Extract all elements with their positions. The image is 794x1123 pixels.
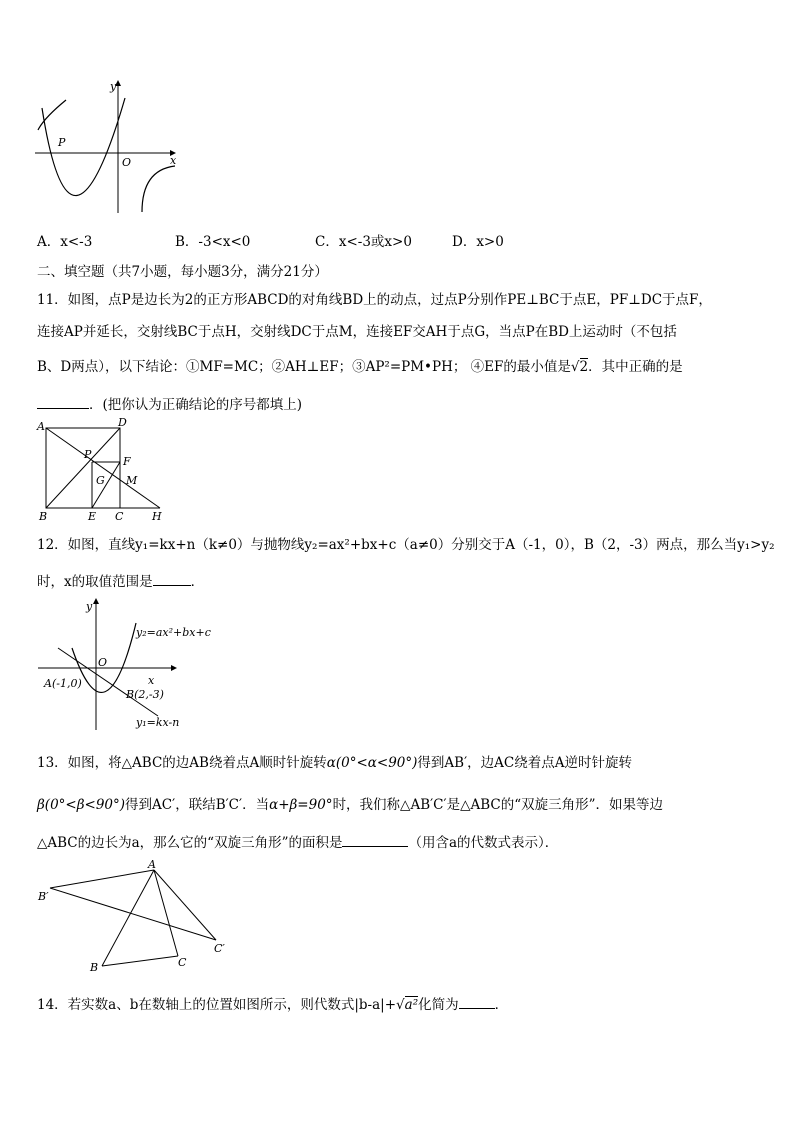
fig12-label-o: O	[98, 656, 108, 669]
sqrt-symbol: √2	[570, 359, 589, 375]
q14-line1b: 化简为	[418, 997, 459, 1013]
fig12-label-a: A(-1,0)	[44, 677, 82, 690]
q13-line2	[37, 796, 663, 814]
fig13-label-b: B	[90, 961, 99, 974]
q13-beta-cond: β(0°<β<90°)	[37, 797, 126, 813]
fig10-label-o: O	[122, 156, 132, 169]
q13-sum-cond: α+β=90°	[269, 797, 333, 813]
q14-line1	[37, 994, 508, 1014]
q13-alpha-cond: α(0°<α<90°)	[326, 755, 418, 771]
q13-line3-text: △ABC的边长为a，那么它的“双旋三角形”的面积是	[37, 835, 343, 851]
fig13-label-b1: B′	[38, 890, 49, 903]
q12-answer-blank[interactable]	[153, 571, 191, 586]
q11-figure	[36, 416, 176, 526]
fig12-label-y1: y₁=kx-n	[136, 716, 180, 729]
q13-line1b: 得到AB′，边AC绕着点A逆时针旋转	[417, 755, 632, 771]
q10-option-c: C．x<-3或x>0	[315, 234, 412, 250]
q14-line1-end: ．	[494, 997, 509, 1013]
q10-option-b: B．-3<x<0	[175, 234, 251, 250]
q14-sqrt-arg: a²	[404, 997, 419, 1013]
q11-answer-blank[interactable]	[37, 394, 89, 409]
fig12-label-y2: y₂=ax²+bx+c	[136, 626, 211, 639]
fig10-label-x: x	[170, 154, 177, 167]
q14-answer-blank[interactable]	[459, 994, 495, 1009]
q12-line2	[37, 571, 204, 591]
q11-line1: 11．如图，点P是边长为2的正方形ABCD的对角线BD上的动点，过点P分别作PE⊥BC于点E，PF⊥DC于点F，	[37, 292, 712, 308]
q10-figure	[30, 78, 190, 218]
fig11-label-c: C	[115, 510, 124, 523]
q11-line3	[37, 358, 683, 376]
q11-line4	[37, 394, 302, 414]
q12-line1: 12．如图，直线y₁=kx+n（k≠0）与抛物线y₂=ax²+bx+c（a≠0）分别交于A（-1，0），B（2，-3）两点，那么当y₁>y₂	[37, 537, 775, 553]
q11-line2: 连接AP并延长，交射线BC于点H，交射线DC于点M，连接EF交AH于点G，当点P在BD上运动时（不包括	[37, 324, 677, 340]
fig11-label-h: H	[152, 510, 162, 523]
fig11-label-a: A	[37, 420, 45, 433]
q12-line2-end: ．	[190, 574, 205, 590]
q14-sqrt-symbol: √a²	[396, 997, 419, 1013]
fig10-label-p: P	[58, 136, 66, 149]
q10-option-a: A．x<-3	[37, 234, 93, 250]
fig10-label-y: y	[110, 80, 117, 93]
fig11-label-p: P	[84, 448, 92, 461]
fig12-label-x: x	[148, 674, 155, 687]
q12-figure	[36, 598, 246, 738]
fig12-label-y: y	[86, 600, 93, 613]
q12-line2-text: 时，x的取值范围是	[37, 574, 153, 590]
q14-line1a: 14．若实数a、b在数轴上的位置如图所示，则代数式|b-a|+	[37, 997, 397, 1013]
fig11-label-e: E	[88, 510, 97, 523]
fig11-label-m: M	[126, 474, 138, 487]
q13-line3-end: （用含a的代数式表示）．	[408, 835, 559, 851]
fig13-label-c1: C′	[214, 942, 225, 955]
fig13-label-a: A	[148, 858, 156, 871]
q13-answer-blank[interactable]	[342, 832, 408, 847]
fig11-label-f: F	[123, 455, 131, 468]
fig11-label-g: G	[96, 474, 105, 487]
q11-line3b: ．其中正确的是	[588, 359, 683, 375]
q13-line3	[37, 832, 558, 852]
q13-line2a: 得到AC′，联结B′C′．当	[125, 797, 270, 813]
q11-line4-text: ．(把你认为正确结论的序号都填上)	[89, 397, 303, 413]
fig12-label-b: B(2,-3)	[126, 688, 164, 701]
fig13-label-c: C	[178, 956, 187, 969]
section-title: 二、填空题（共7小题，每小题3分，满分21分）	[37, 264, 328, 280]
q13-figure	[36, 858, 246, 980]
q10-option-d: D．x>0	[452, 234, 504, 250]
q11-line3a: B、D两点），以下结论：①MF=MC；②AH⊥EF；③AP²=PM•PH； ④EF的最小值是	[37, 359, 571, 375]
q13-line1a: 13．如图，将△ABC的边AB绕着点A顺时针旋转	[37, 755, 327, 771]
q11-sqrt-arg: 2	[579, 359, 589, 375]
q13-line2b: 时，我们称△AB′C′是△ABC的“双旋三角形”．如果等边	[332, 797, 664, 813]
q13-line1	[37, 754, 632, 772]
fig11-label-d: D	[118, 416, 127, 429]
fig11-label-b: B	[39, 510, 48, 523]
